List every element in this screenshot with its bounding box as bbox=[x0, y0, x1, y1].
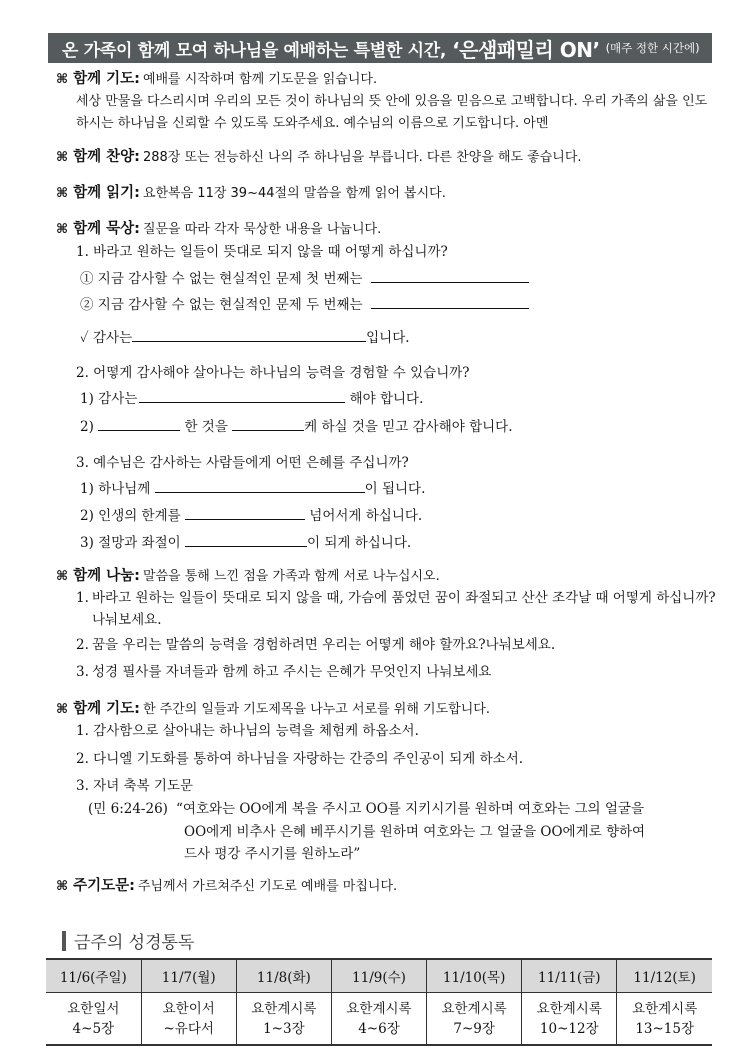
question-2: 2. 어떻게 감사해야 살아나는 하나님의 능력을 경험할 수 있습니까? bbox=[76, 365, 470, 381]
blessing-line: 드사 평강 주시기를 원하노라” bbox=[184, 846, 361, 862]
table-header-cell: 11/12(토) bbox=[617, 959, 712, 993]
reading-schedule-table bbox=[46, 958, 712, 1046]
item-text: 성경 필사를 자녀들과 함께 하고 주시는 은혜가 무엇인지 나눠보세요 bbox=[92, 664, 492, 680]
question-3a bbox=[80, 477, 425, 497]
fill-post: 이 됩니다. bbox=[364, 481, 426, 497]
table-cell bbox=[46, 993, 141, 1046]
chapters: 13~15장 bbox=[635, 1021, 695, 1037]
table-header-cell: 11/7(월) bbox=[141, 959, 236, 993]
question-text: ② 지금 감사할 수 없는 현실적인 문제 두 번째는 bbox=[80, 297, 363, 313]
prayer-item: 1. 감사함으로 살아내는 하나님의 능력을 체험케 하옵소서. bbox=[76, 723, 419, 739]
item-text: 바라고 원하는 일들이 뜻대로 되지 않을 때, 가슴에 품었던 꿈이 좌절되고 산산 조각날 때 어떻게 하십니까? 나눠보세요. bbox=[92, 590, 716, 628]
section-hymn bbox=[56, 146, 716, 169]
fill-pre: 2) 인생의 한계를 bbox=[80, 508, 181, 524]
question-3: 3. 예수님은 감사하는 사람들에게 어떤 은혜를 주십니까? bbox=[76, 455, 409, 471]
answer-blank[interactable] bbox=[371, 268, 529, 283]
fill-pre: 1) 감사는 bbox=[80, 391, 138, 407]
table-header-cell: 11/8(화) bbox=[236, 959, 331, 993]
book-name: 요한계시록 bbox=[346, 1001, 412, 1017]
table-cell bbox=[331, 993, 426, 1046]
command-icon: ⌘ bbox=[56, 150, 69, 165]
book-name: 요한계시록 bbox=[632, 1001, 698, 1017]
table-header-cell: 11/10(목) bbox=[427, 959, 522, 993]
check-line bbox=[80, 326, 410, 346]
section-intro: 요한복음 11장 39~44절의 말씀을 함께 읽어 봅시다. bbox=[142, 186, 446, 201]
chapters: ~유다서 bbox=[163, 1021, 214, 1037]
table-cell bbox=[236, 993, 331, 1046]
section-intro: 예배를 시작하며 함께 기도문을 읽습니다. bbox=[142, 72, 378, 87]
book-name: 요한일서 bbox=[67, 1001, 120, 1017]
prayer-item: 3. 자녀 축복 기도문 bbox=[76, 778, 194, 794]
fill-pre: 1) 하나님께 bbox=[80, 481, 151, 497]
blessing-ref: (민 6:24-26) bbox=[88, 801, 168, 817]
answer-blank[interactable] bbox=[139, 388, 345, 403]
table-cell bbox=[141, 993, 236, 1046]
question-1: 1. 바라고 원하는 일들이 뜻대로 되지 않을 때 어떻게 하십니까? bbox=[76, 244, 448, 260]
section-reading bbox=[56, 182, 716, 205]
book-name: 요한계시록 bbox=[441, 1001, 507, 1017]
table-cell bbox=[427, 993, 522, 1046]
section-intro: 주님께서 가르쳐주신 기도로 예배를 마칩니다. bbox=[137, 879, 398, 894]
blessing-line: OO에게 비추사 은혜 베푸시기를 원하며 여호와는 그 얼굴을 OO에게로 향하여 bbox=[184, 824, 646, 840]
table-cell bbox=[617, 993, 712, 1046]
banner-main-text: 온 가족이 함께 모여 하나님을 예배하는 특별한 시간, bbox=[62, 40, 447, 61]
table-header-cell: 11/6(주일) bbox=[46, 959, 141, 993]
question-text: ① 지금 감사할 수 없는 현실적인 문제 첫 번째는 bbox=[80, 271, 363, 287]
fill-post: 이 되게 하십니다. bbox=[306, 535, 412, 551]
list-item bbox=[76, 661, 716, 683]
fill-pre: 2) bbox=[80, 419, 94, 435]
book-name: 요한계시록 bbox=[251, 1001, 317, 1017]
section-title: 주기도문: bbox=[73, 878, 135, 894]
check-pre: 감사는 bbox=[93, 330, 133, 346]
blessing-line: “여호와는 OO에게 복을 주시고 OO를 지키시기를 원하며 여호와는 그의 얼굴을 bbox=[176, 801, 644, 817]
check-post: 입니다. bbox=[366, 330, 410, 346]
command-icon: ⌘ bbox=[56, 569, 69, 584]
section-sharing bbox=[56, 565, 716, 588]
book-name: 요한계시록 bbox=[536, 1001, 602, 1017]
section-meditation bbox=[56, 218, 716, 241]
schedule-title bbox=[62, 928, 194, 953]
list-item bbox=[76, 634, 716, 656]
section-lords-prayer bbox=[56, 875, 716, 898]
answer-blank[interactable] bbox=[185, 532, 307, 547]
fill-mid: 한 것을 bbox=[184, 419, 228, 435]
banner-title: ‘은샘패밀리 ON’ bbox=[452, 37, 600, 62]
answer-blank[interactable] bbox=[155, 478, 365, 493]
command-icon: ⌘ bbox=[56, 702, 69, 717]
table-header-row bbox=[46, 959, 712, 993]
question-3c bbox=[80, 531, 411, 551]
item-number: 2. bbox=[76, 637, 89, 653]
section-title: 함께 기도: bbox=[73, 701, 140, 717]
item-number: 1. bbox=[76, 590, 89, 606]
table-header-cell: 11/11(금) bbox=[522, 959, 617, 993]
banner-subtitle: (매주 정한 시간에) bbox=[605, 41, 700, 55]
table-cell bbox=[522, 993, 617, 1046]
chapters: 1~3장 bbox=[263, 1021, 305, 1037]
schedule-title-text: 금주의 성경통독 bbox=[74, 933, 195, 953]
command-icon: ⌘ bbox=[56, 222, 69, 237]
fill-post: 해야 합니다. bbox=[349, 391, 424, 407]
section-intro: 질문을 따라 각자 묵상한 내용을 나눕니다. bbox=[142, 222, 382, 237]
answer-blank[interactable] bbox=[98, 416, 180, 431]
chapters: 4~5장 bbox=[72, 1021, 115, 1037]
item-text: 꿈을 우리는 말씀의 능력을 경험하려면 우리는 어떻게 해야 할까요?나눠보세요. bbox=[92, 637, 556, 653]
question-1b bbox=[80, 293, 529, 313]
section-intro: 288장 또는 전능하신 나의 주 하나님을 부릅니다. 다른 찬양을 해도 좋습니다. bbox=[142, 150, 582, 165]
command-icon: ⌘ bbox=[56, 879, 69, 894]
check-icon: ✓ bbox=[80, 330, 89, 346]
fill-post: 케 하실 것을 믿고 감사해야 합니다. bbox=[304, 419, 513, 435]
item-number: 3. bbox=[76, 664, 89, 680]
answer-blank[interactable] bbox=[185, 505, 305, 520]
table-row bbox=[46, 993, 712, 1046]
header-banner bbox=[48, 33, 712, 63]
opening-prayer-text: 세상 만물을 다스리시며 우리의 모든 것이 하나님의 뜻 안에 있음을 믿음으로 고백합니다. 우리 가족의 삶을 인도하시는 하나님을 신뢰할 수 있도록 도와주세요. 예수님의 이름으로 기도합니다. 아멘 bbox=[76, 94, 708, 131]
section-intro: 한 주간의 일들과 기도제목을 나누고 서로를 위해 기도합니다. bbox=[142, 702, 490, 717]
chapters: 7~9장 bbox=[453, 1021, 495, 1037]
answer-blank[interactable] bbox=[132, 327, 366, 342]
section-closing-prayer bbox=[56, 698, 716, 721]
prayer-item: 2. 다니엘 기도화를 통하여 하나님을 자랑하는 간증의 주인공이 되게 하소서. bbox=[76, 751, 524, 767]
command-icon: ⌘ bbox=[56, 72, 69, 87]
answer-blank[interactable] bbox=[232, 416, 304, 431]
list-item bbox=[76, 587, 716, 631]
question-2b bbox=[80, 415, 513, 435]
book-name: 요한이서 bbox=[162, 1001, 215, 1017]
chapters: 4~6장 bbox=[358, 1021, 400, 1037]
chapters: 10~12장 bbox=[539, 1021, 599, 1037]
fill-pre: 3) 절망과 좌절이 bbox=[80, 535, 181, 551]
answer-blank[interactable] bbox=[371, 294, 529, 309]
section-title: 함께 찬양: bbox=[73, 149, 140, 165]
command-icon: ⌘ bbox=[56, 186, 69, 201]
table-header-cell: 11/9(수) bbox=[331, 959, 426, 993]
section-title: 함께 묵상: bbox=[73, 221, 140, 237]
section-title: 함께 기도: bbox=[73, 71, 140, 87]
section-opening-prayer bbox=[56, 68, 716, 135]
section-title: 함께 나눔: bbox=[73, 568, 140, 584]
question-2a bbox=[80, 387, 423, 407]
question-1a bbox=[80, 267, 529, 287]
title-bar bbox=[62, 931, 66, 951]
section-intro: 말씀을 통해 느낀 점을 가족과 함께 서로 나누십시오. bbox=[142, 569, 440, 584]
fill-post: 넘어서게 하십니다. bbox=[309, 508, 423, 524]
question-3b bbox=[80, 504, 422, 524]
section-title: 함께 읽기: bbox=[73, 185, 140, 201]
